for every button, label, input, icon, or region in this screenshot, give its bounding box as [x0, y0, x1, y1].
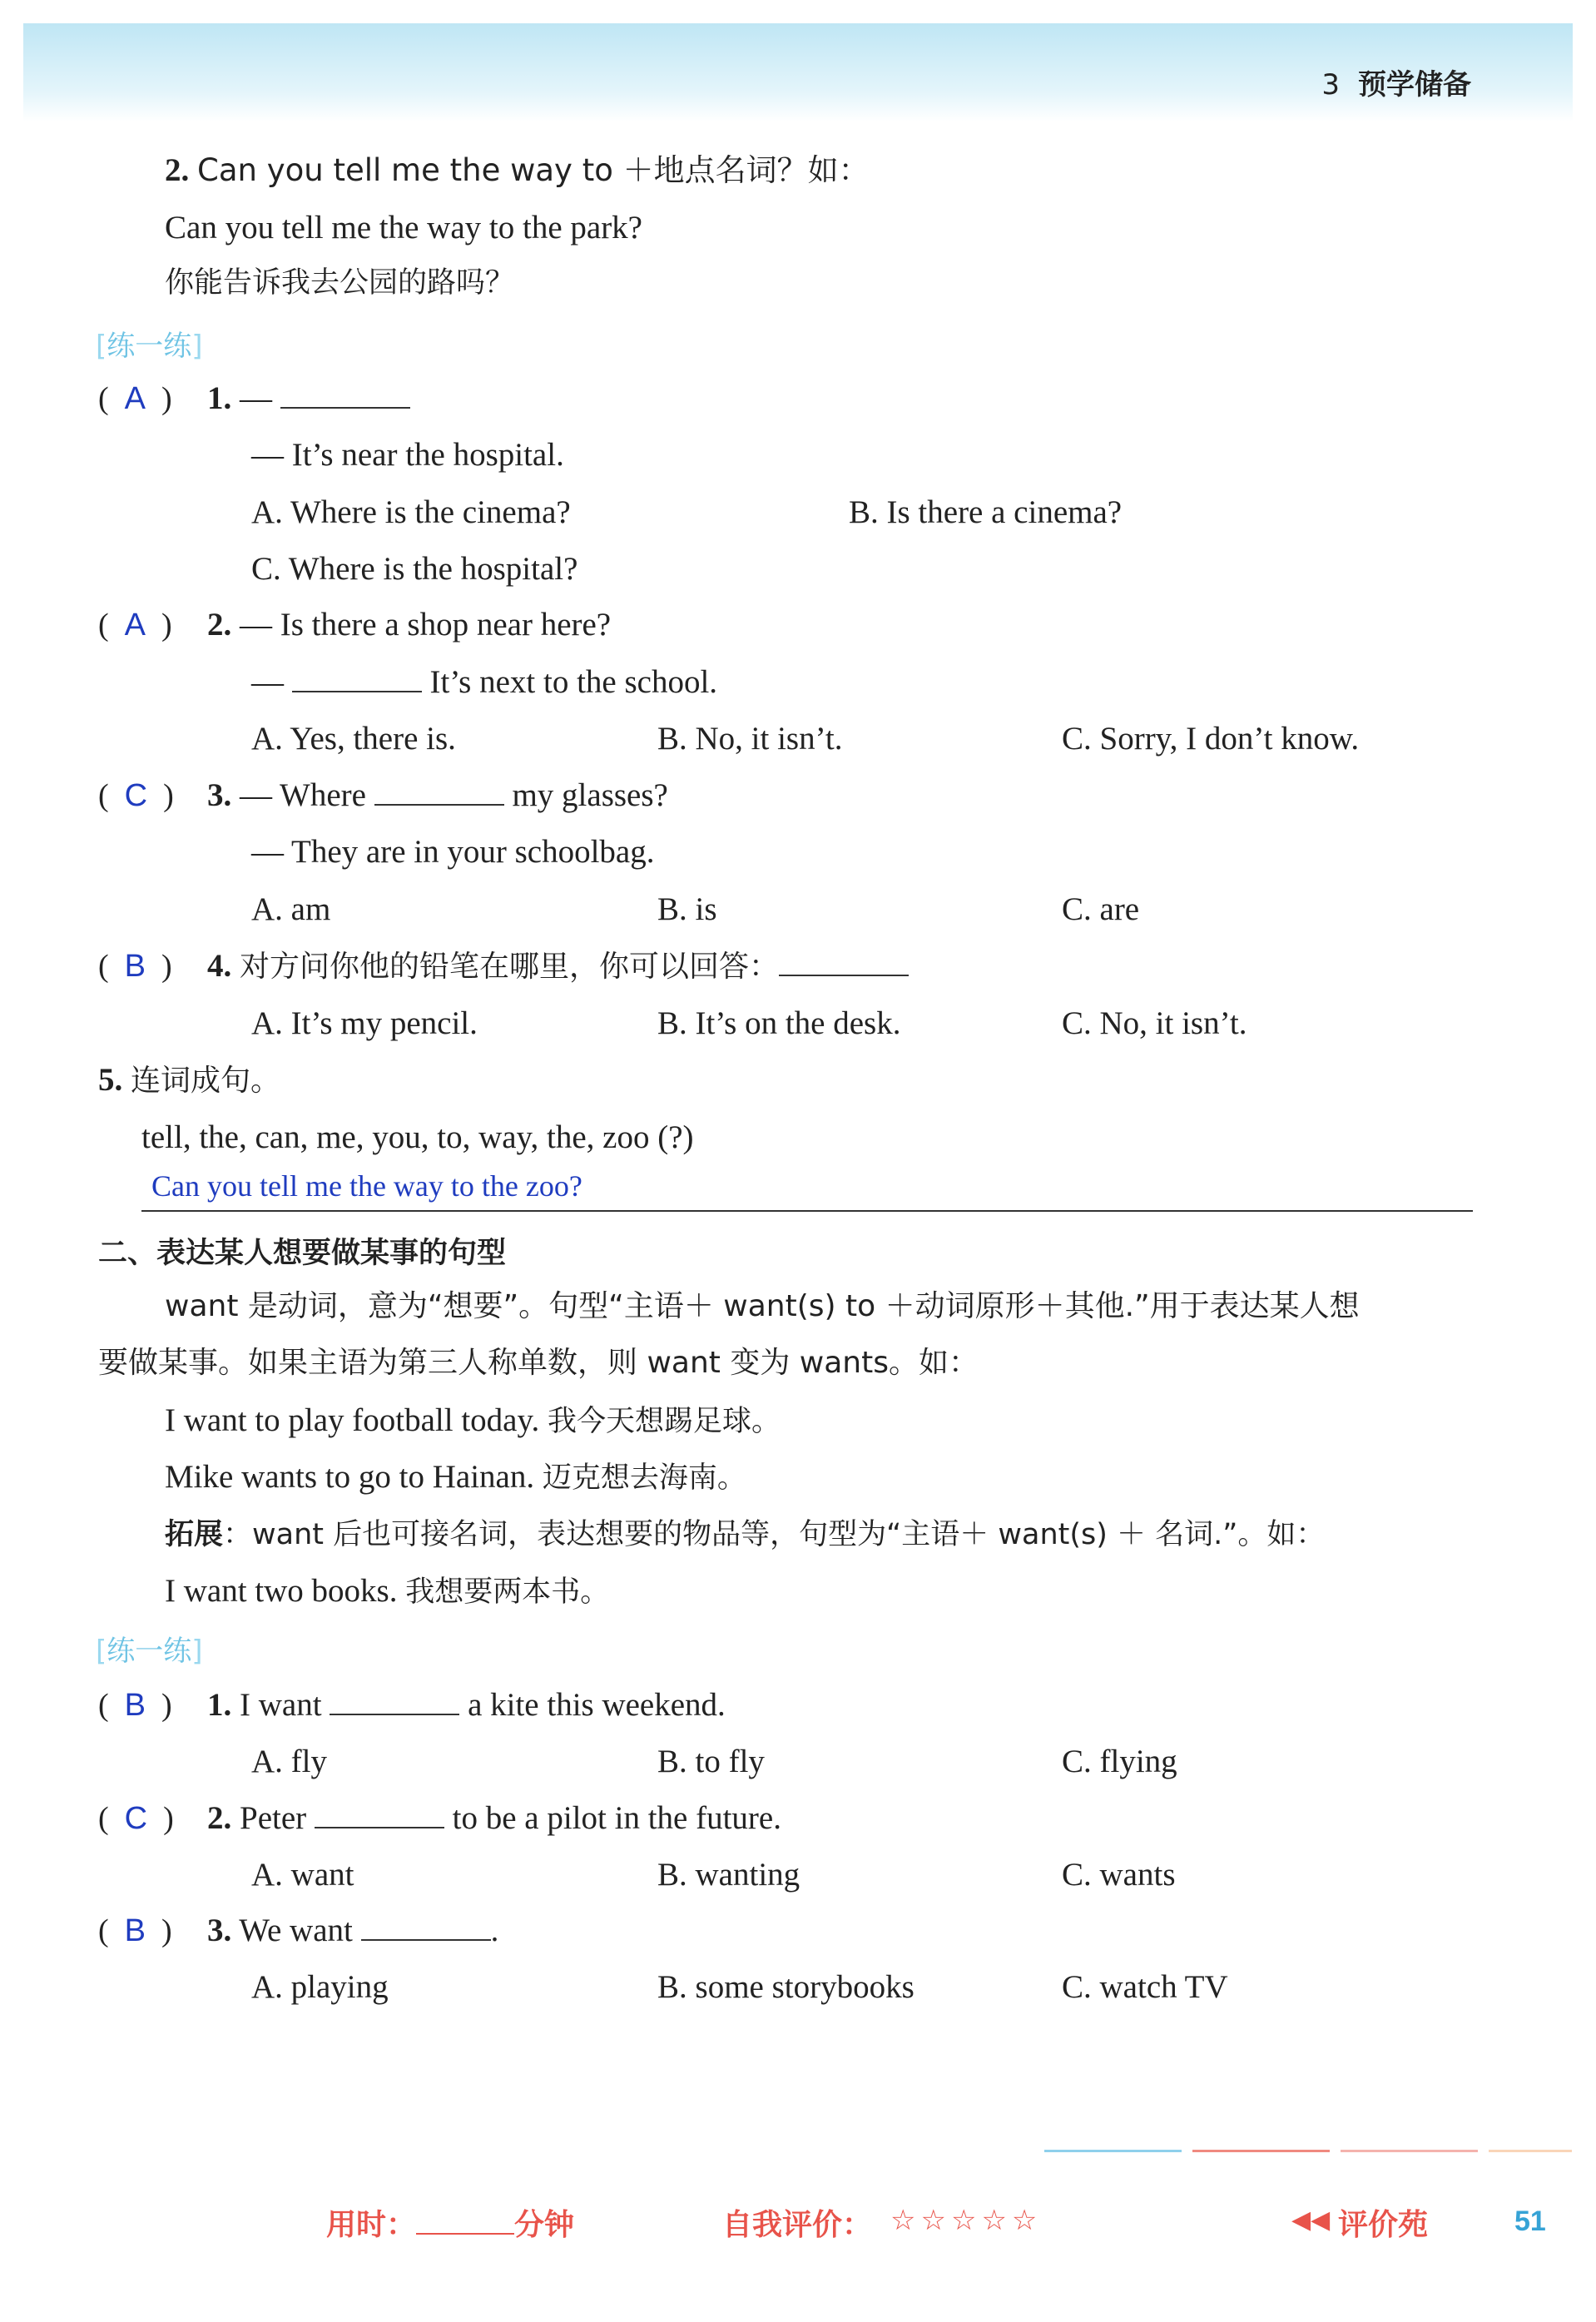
question-p1-q1 [207, 379, 410, 419]
answer-p1-q3: C [124, 778, 148, 813]
question-stem-end: . [490, 1913, 499, 1948]
answer-p1-q1: A [124, 381, 146, 416]
answer-paren-p1-q3: ( C ) [98, 778, 174, 813]
question-number: 3. [207, 1913, 232, 1948]
example-3 [165, 1571, 609, 1612]
section-title: 二、表达某人想要做某事的句型 [98, 1237, 507, 1270]
answer-p1-q2: A [124, 608, 146, 643]
practice-label-1: [练一练] [96, 330, 203, 363]
footer-rule-3 [1341, 2150, 1478, 2152]
option-a: A. fly [251, 1744, 327, 1779]
option-a: A. Where is the cinema? [251, 494, 571, 530]
option-b: B. some storybooks [657, 1969, 914, 2005]
question-p1-q3 [207, 776, 668, 816]
answer-paren-p1-q4: ( B ) [98, 949, 172, 984]
option-b: B. to fly [657, 1744, 765, 1779]
self-evaluation-label: 自我评价： [722, 2208, 873, 2242]
question-stem: 对方问你他的铅笔在哪里，你可以回答： [240, 950, 780, 984]
question-p2-q2 [207, 1799, 781, 1838]
option-a: A. am [251, 891, 331, 927]
option-a: A. want [251, 1857, 354, 1893]
option-c: C. watch TV [1062, 1969, 1228, 2005]
question-stem-start: We want [239, 1913, 353, 1948]
pattern-text: Can you tell me the way to ＋地点名词？如： [197, 152, 870, 188]
question-number: 4. [207, 948, 232, 984]
dash: — [240, 380, 272, 416]
question-stem-start: Peter [240, 1800, 307, 1836]
answer-paren-p1-q1: ( A ) [98, 381, 172, 416]
dash: — [251, 664, 284, 700]
footer-rule-1 [1044, 2150, 1182, 2152]
extension-text: ：want 后也可接名词，表达想要的物品等，句型为“主语＋ want(s) ＋ 名词.”。如： [223, 1518, 1326, 1551]
chapter-number: 3 [1321, 68, 1340, 102]
question-p2-q3 [207, 1911, 498, 1951]
question-number: 3. [207, 777, 232, 813]
option-b: B. It’s on the desk. [657, 1005, 901, 1041]
question-stem-end: a kite this weekend. [468, 1687, 726, 1723]
answer-blank[interactable] [330, 1685, 459, 1715]
time-blank[interactable] [416, 2208, 514, 2235]
extension-label: 拓展 [165, 1518, 224, 1551]
question-p1-q2 [207, 605, 611, 645]
pattern-number: 2. [165, 152, 190, 188]
question-number: 5. [98, 1062, 123, 1098]
answer-blank[interactable] [779, 946, 909, 976]
option-c: C. wants [1062, 1857, 1176, 1893]
question-stem-end: to be a pilot in the future. [452, 1800, 781, 1836]
time-label: 用时： [326, 2208, 417, 2242]
section-para-2: 要做某事。如果主语为第三人称单数，则 want 变为 wants。如： [98, 1346, 979, 1380]
section-para-1: want 是动词，意为“想要”。句型“主语＋ want(s) to ＋动词原形＋其他.”用于表达某人想 [165, 1289, 1360, 1323]
option-b: B. wanting [657, 1857, 800, 1893]
scrambled-words: tell, the, can, me, you, to, way, the, zoo (?) [141, 1119, 694, 1155]
time-spent [326, 2201, 574, 2244]
question-stem: 连词成句。 [131, 1064, 281, 1098]
answer-paren-p2-q1: ( B ) [98, 1688, 172, 1723]
question-stem-start: I want [240, 1687, 322, 1723]
question-stem-start: — Where [240, 777, 366, 813]
option-c: C. flying [1062, 1744, 1177, 1779]
option-a: A. Yes, there is. [251, 721, 456, 757]
answer-p1-q5: Can you tell me the way to the zoo? [151, 1169, 582, 1203]
answer-paren-p2-q2: ( C ) [98, 1801, 174, 1836]
answer-blank[interactable] [361, 1911, 491, 1941]
reply-p1-q1: — It’s near the hospital. [251, 437, 564, 473]
example-1-cn: 我今天想踢足球。 [547, 1405, 781, 1438]
question-p2-q1 [207, 1685, 726, 1725]
chapter-title: 预学储备 [1358, 68, 1471, 102]
option-c: C. Sorry, I don’t know. [1062, 721, 1360, 757]
reply-text: It’s next to the school. [429, 664, 718, 700]
option-c: C. No, it isn’t. [1062, 1005, 1247, 1041]
practice-label-2: [练一练] [96, 1635, 203, 1668]
chapter-header [1321, 62, 1471, 102]
answer-paren-p1-q2: ( A ) [98, 608, 172, 643]
answer-blank[interactable] [292, 662, 422, 692]
question-number: 1. [207, 1687, 232, 1723]
answer-p2-q2: C [124, 1801, 148, 1836]
reply-p1-q3: — They are in your schoolbag. [251, 834, 655, 870]
answer-paren-p2-q3: ( B ) [98, 1913, 172, 1948]
pattern-example-cn: 你能告诉我去公园的路吗？ [165, 266, 515, 300]
question-number: 2. [207, 607, 232, 643]
practice-label-text: 练一练 [107, 330, 192, 363]
footer-rule-2 [1192, 2150, 1330, 2152]
extension-note [165, 1515, 1325, 1555]
option-c: C. Where is the hospital? [251, 551, 578, 587]
question-p1-q4 [207, 946, 909, 987]
arrow-left-icon: ◀◀ [1291, 2206, 1331, 2234]
answer-blank[interactable] [374, 776, 504, 806]
question-number: 1. [207, 380, 232, 416]
option-a: A. playing [251, 1969, 389, 2005]
example-3-en: I want two books. [165, 1573, 398, 1609]
example-1 [165, 1401, 781, 1441]
star-rating[interactable]: ☆☆☆☆☆ [890, 2205, 1043, 2236]
time-unit: 分钟 [514, 2208, 575, 2242]
answer-p2-q1: B [124, 1688, 146, 1723]
example-2 [165, 1457, 746, 1498]
practice-label-text: 练一练 [107, 1635, 192, 1668]
option-c: C. are [1062, 891, 1140, 927]
answer-p1-q4: B [124, 949, 146, 984]
reply-p1-q2 [251, 662, 717, 702]
example-2-cn: 迈克想去海南。 [542, 1461, 746, 1495]
pattern-example-en: Can you tell me the way to the park? [165, 210, 642, 246]
question-stem-end: my glasses? [512, 777, 668, 813]
option-b: B. is [657, 891, 717, 927]
answer-line[interactable] [141, 1210, 1473, 1212]
option-a: A. It’s my pencil. [251, 1005, 478, 1041]
example-1-en: I want to play football today. [165, 1402, 540, 1438]
pattern-line [165, 151, 870, 191]
evaluation-garden-label: 评价苑 [1338, 2208, 1429, 2242]
page-number: 51 [1514, 2205, 1546, 2237]
example-2-en: Mike wants to go to Hainan. [165, 1459, 535, 1495]
option-b: B. No, it isn’t. [657, 721, 843, 757]
option-b: B. Is there a cinema? [849, 494, 1123, 530]
question-p1-q5 [98, 1060, 280, 1101]
answer-p2-q3: B [124, 1913, 146, 1948]
answer-blank[interactable] [280, 379, 410, 409]
footer-rule-4 [1489, 2150, 1572, 2152]
answer-blank[interactable] [315, 1799, 444, 1828]
question-stem: — Is there a shop near here? [240, 607, 612, 643]
question-number: 2. [207, 1800, 232, 1836]
example-3-cn: 我想要两本书。 [405, 1575, 610, 1609]
